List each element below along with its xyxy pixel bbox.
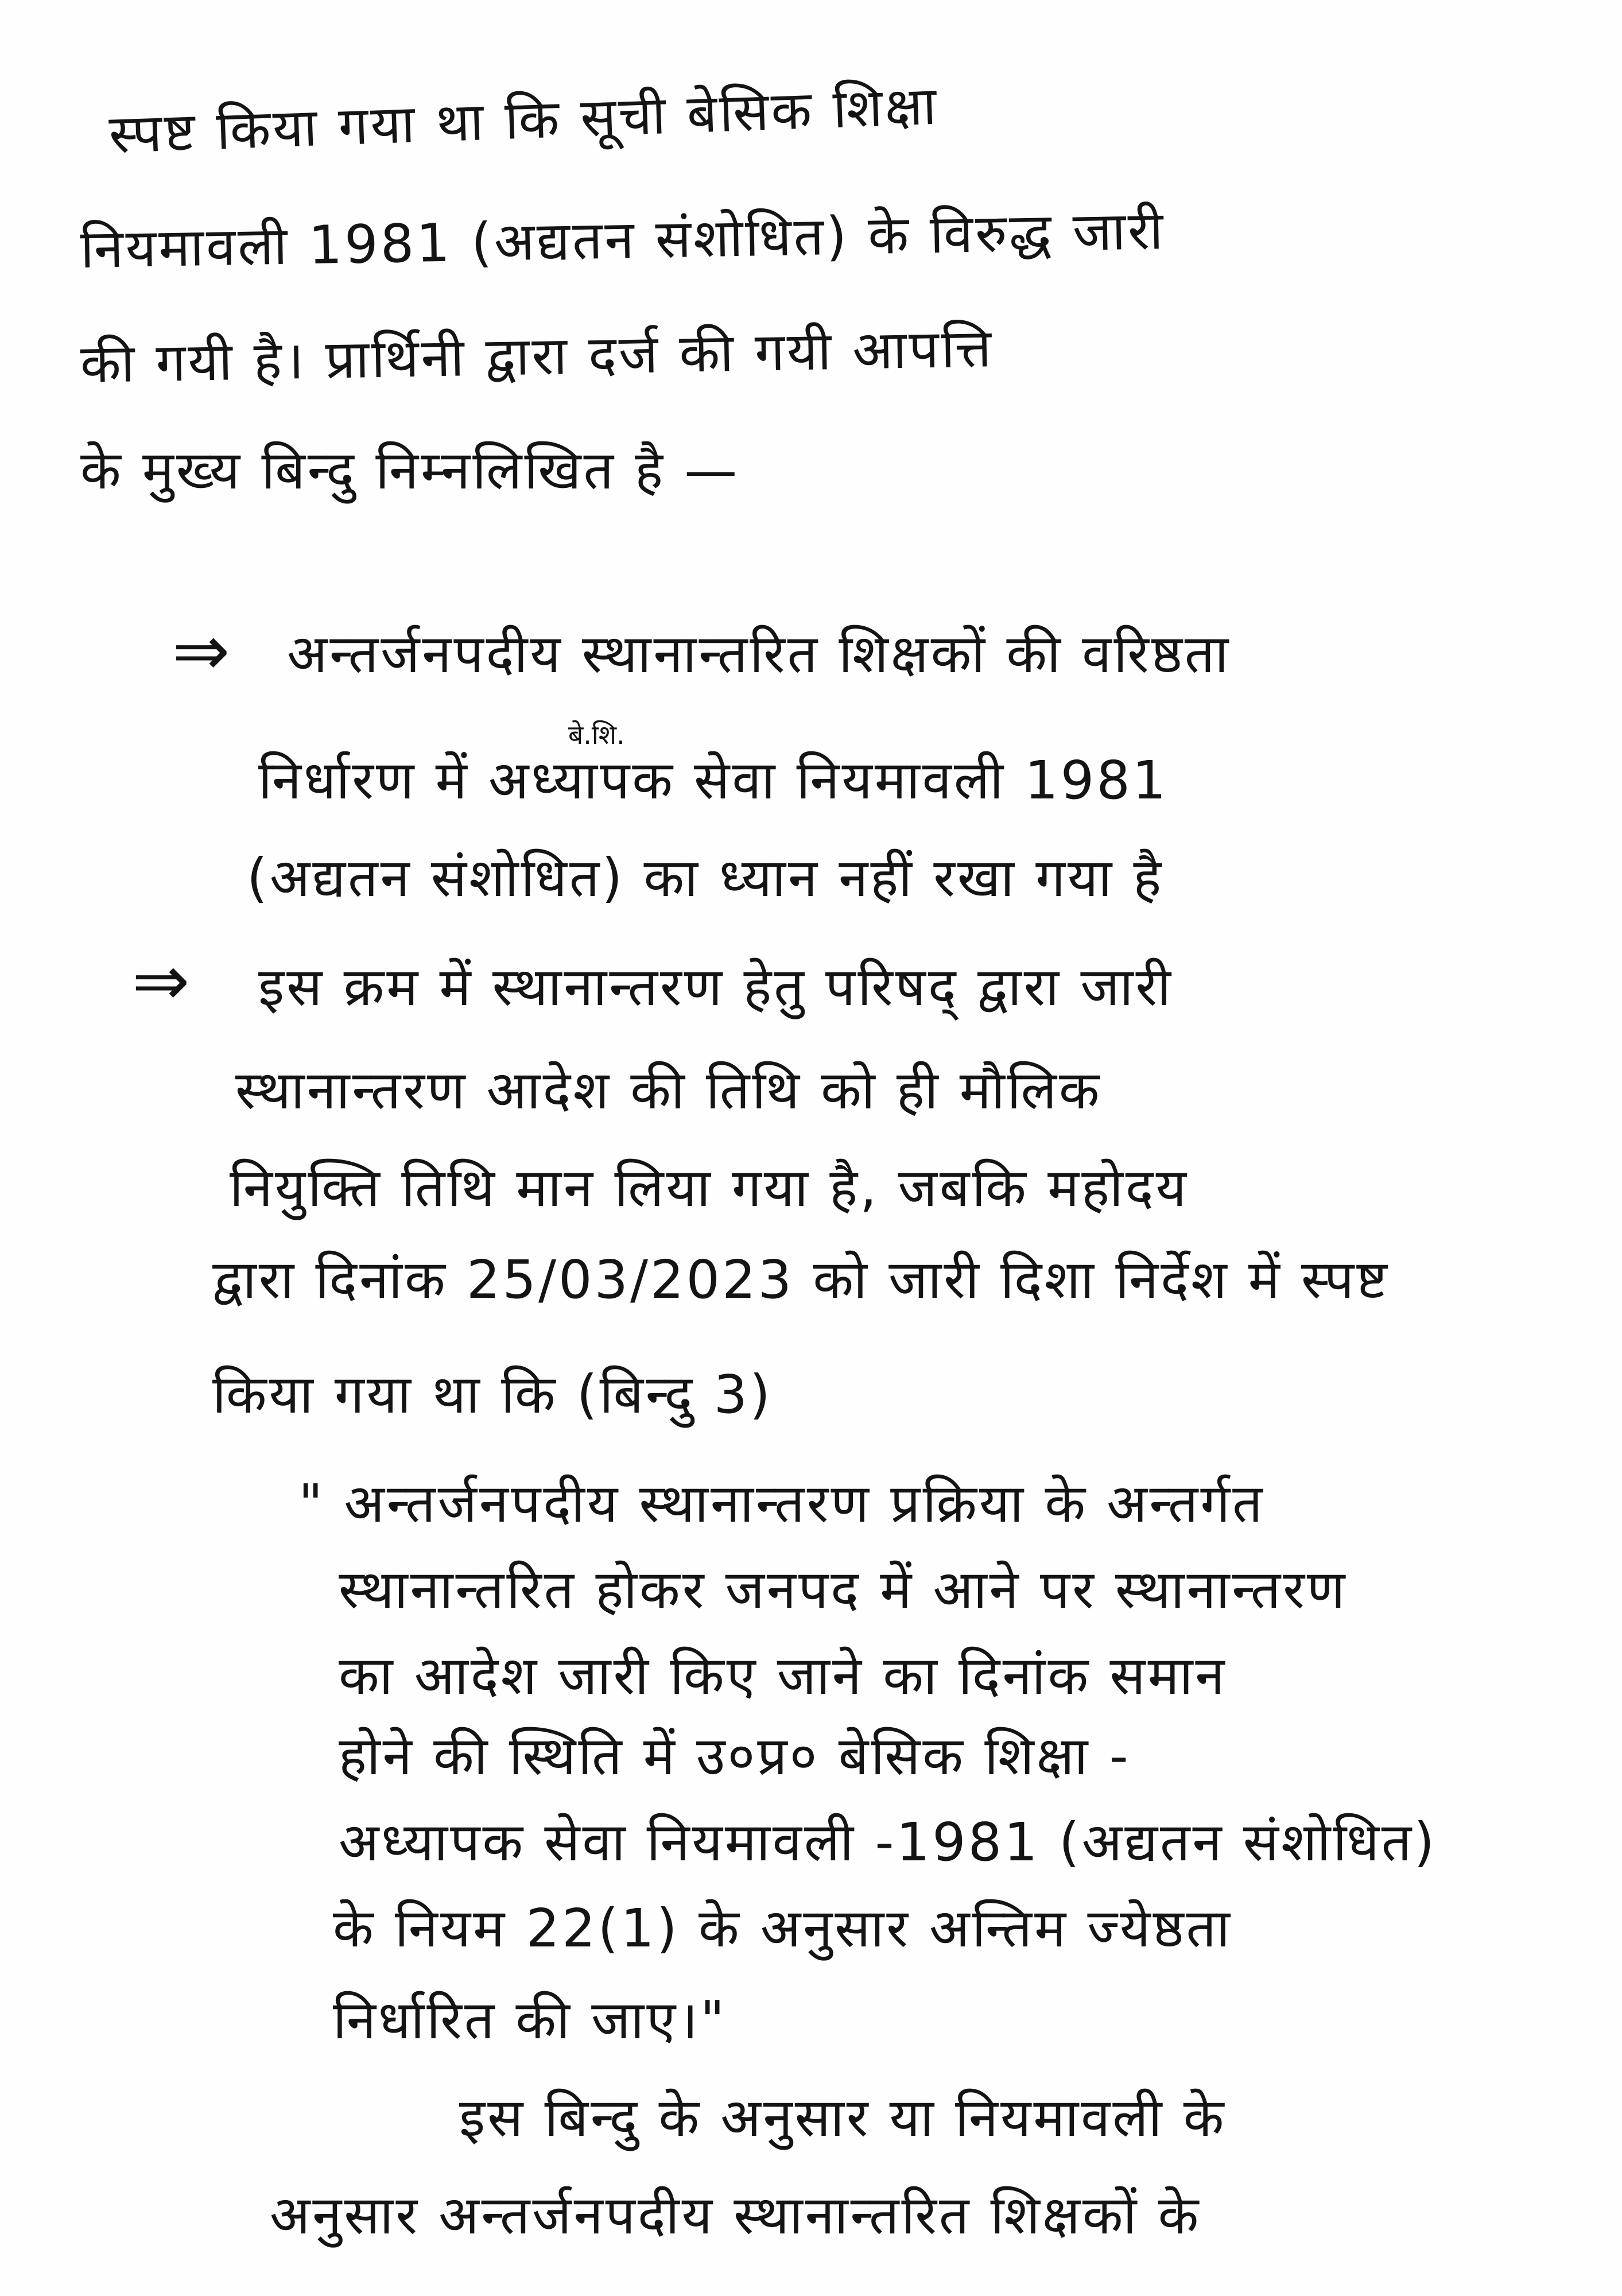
paragraph-line: इस बिन्दु के अनुसार या नियमावली के	[459, 2087, 1227, 2148]
bullet-line: स्थानान्तरण आदेश की तिथि को ही मौलिक	[235, 1060, 1102, 1121]
paragraph-line: के मुख्य बिन्दु निम्नलिखित है —	[80, 440, 740, 501]
quote-line: अध्यापक सेवा नियमावली -1981 (अद्यतन संशोधित)	[339, 1812, 1437, 1873]
arrow-icon: ⇒	[132, 941, 190, 1021]
quote-line: के नियम 22(1) के अनुसार अन्तिम ज्येष्ठता	[333, 1898, 1232, 1959]
bullet-line: अन्तर्जनपदीय स्थानान्तरित शिक्षकों की वरिष्ठता	[287, 623, 1231, 685]
bullet-line: नियुक्ति तिथि मान लिया गया है, जबकि महोदय	[230, 1157, 1189, 1219]
quote-line: स्थानान्तरित होकर जनपद में आने पर स्थानान्तरण	[339, 1559, 1348, 1620]
arrow-icon: ⇒	[172, 611, 230, 691]
paragraph-line: अनुसार अन्तर्जनपदीय स्थानान्तरित शिक्षकों के	[270, 2185, 1201, 2246]
insertion-note: बे.शि.	[568, 719, 625, 750]
quote-line: निर्धारित की जाए।"	[333, 1989, 727, 2051]
paragraph-line: नियमावली 1981 (अद्यतन संशोधित) के विरुद्ध जारी	[80, 200, 1166, 280]
paragraph-line: स्पष्ट किया गया था कि सूची बेसिक शिक्षा	[108, 75, 940, 165]
quote-line: का आदेश जारी किए जाने का दिनांक समान	[339, 1645, 1227, 1707]
bullet-line: (अद्यतन संशोधित) का ध्यान नहीं रखा गया है	[247, 847, 1164, 909]
bullet-line: किया गया था कि (बिन्दु 3)	[212, 1364, 773, 1425]
bullet-line: इस क्रम में स्थानान्तरण हेतु परिषद् द्वारा जारी	[258, 956, 1173, 1018]
quote-line: " अन्तर्जनपदीय स्थानान्तरण प्रक्रिया के अन्तर्गत	[298, 1473, 1265, 1534]
bullet-line: द्वारा दिनांक 25/03/2023 को जारी दिशा निर्देश में स्पष्ट	[212, 1249, 1390, 1310]
bullet-line: निर्धारण में अध्यापक सेवा नियमावली 1981	[258, 750, 1169, 811]
paragraph-line: की गयी है। प्रार्थिनी द्वारा दर्ज की गयी आपत्ति	[80, 317, 994, 395]
quote-line: होने की स्थिति में उ०प्र० बेसिक शिक्षा -	[339, 1725, 1131, 1787]
